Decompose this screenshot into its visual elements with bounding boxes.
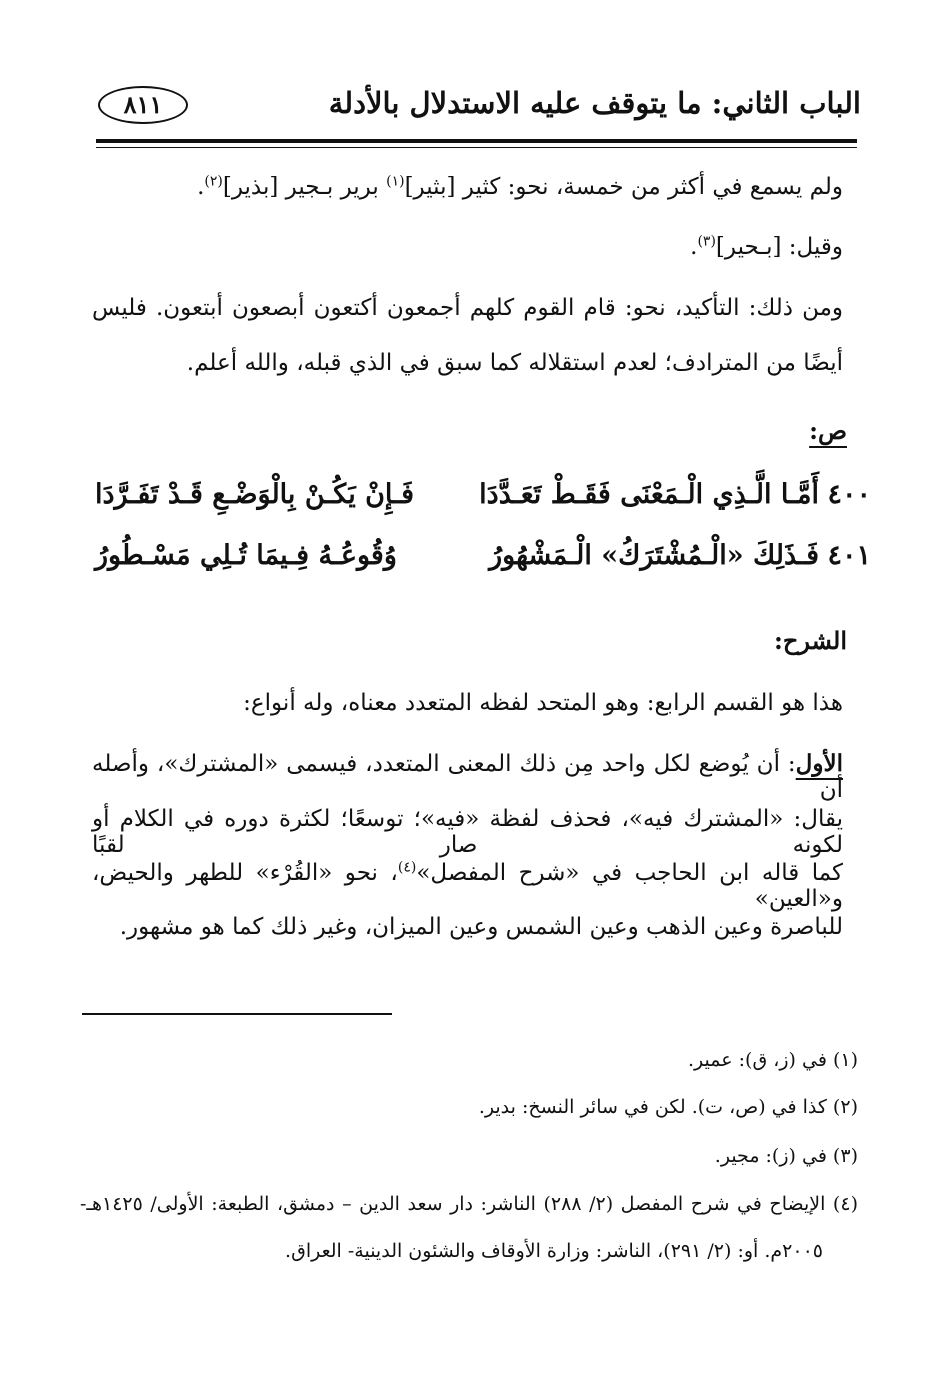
first-type-label: الأول bbox=[795, 750, 843, 777]
verse-number: ٤٠٠ bbox=[827, 479, 871, 510]
header-rule-thin bbox=[96, 147, 857, 148]
commentary-text: : أن يُوضع لكل واحد مِن ذلك المعنى المتعدد، فيسمى «المشترك»، وأصله أن bbox=[92, 751, 843, 803]
footnote-4: (٤) الإيضاح في شرح المفصل (٢/ ٢٨٨) الناشر: دار سعد الدين – دمشق، الطبعة: الأولى/ ١٤٢٥هـ- bbox=[80, 1193, 858, 1215]
page-number: ٨١١ bbox=[98, 86, 188, 124]
commentary-line-5: للباصرة وعين الذهب وعين الشمس وعين الميزان، وغير ذلك كما هو مشهور. bbox=[119, 914, 843, 940]
footnote-ref-4[interactable]: (٤) bbox=[397, 859, 417, 876]
body-text: وقيل: [بـحير] bbox=[715, 234, 843, 260]
commentary-line-4 bbox=[92, 860, 843, 912]
body-paragraph-line: أيضًا من المترادف؛ لعدم استقلاله كما سبق في الذي قبله، والله أعلم. bbox=[186, 350, 843, 376]
footnote-ref-3[interactable]: (٣) bbox=[697, 233, 716, 250]
running-title: الباب الثاني: ما يتوقف عليه الاستدلال بالأدلة bbox=[328, 86, 861, 120]
body-text: . bbox=[690, 234, 698, 260]
body-line-2 bbox=[690, 234, 843, 260]
body-text: . bbox=[197, 174, 205, 200]
verse-first-hemistich: فَـذَلِكَ «الْـمُشْتَرَكُ» الْـمَشْهُورُ bbox=[489, 540, 819, 571]
verse-first-hemistich: أَمَّـا الَّـذِي الْـمَعْنَى فَقَـطْ تَعَـدَّدَا bbox=[479, 479, 819, 510]
page-header bbox=[96, 84, 861, 132]
commentary-text: كما قاله ابن الحاجب في «شرح المفصل» bbox=[416, 860, 843, 886]
footnote-2: (٢) كذا في (ص، ت). لكن في سائر النسخ: بدير. bbox=[478, 1096, 858, 1118]
text-heading: ص: bbox=[809, 416, 847, 445]
body-paragraph-line: ومن ذلك: التأكيد، نحو: قام القوم كلهم أجمعون أكتعون أبصعون أبتعون. فليس bbox=[92, 295, 843, 321]
body-text: برير بـجير [بذير] bbox=[222, 174, 387, 200]
footnote-ref-1[interactable]: (١) bbox=[386, 173, 405, 190]
body-line-1 bbox=[197, 174, 843, 200]
verse-row bbox=[95, 540, 871, 584]
commentary-line-3: يقال: «المشترك فيه»، فحذف لفظة «فيه»؛ توسعًا؛ لكثرة دوره في الكلام أو لكونه صار لقبًا bbox=[92, 806, 843, 858]
verse-number: ٤٠١ bbox=[827, 540, 871, 571]
verse-row bbox=[95, 479, 871, 523]
commentary-text: ، نحو «القُرْء» للطهر والحيض، و«العين» bbox=[92, 860, 843, 912]
verse-second-hemistich: فَـإِنْ يَكُـنْ بِالْوَضْـعِ قَـدْ تَفَـرَّدَا bbox=[95, 479, 414, 510]
commentary-heading: الشرح: bbox=[774, 626, 847, 655]
footnote-4-continued: ٢٠٠٥م. أو: (٢/ ٢٩١)، الناشر: وزارة الأوقاف والشئون الدينية- العراق. bbox=[285, 1240, 823, 1262]
verse-second-hemistich: وُقُوعُـهُ فِـيمَا تُـلِي مَسْـطُورُ bbox=[95, 540, 397, 571]
commentary-line-1: هذا هو القسم الرابع: وهو المتحد لفظه المتعدد معناه، وله أنواع: bbox=[243, 690, 843, 716]
footnote-separator bbox=[82, 1013, 392, 1015]
footnote-ref-2[interactable]: (٢) bbox=[204, 173, 223, 190]
footnote-3: (٣) في (ز): مجير. bbox=[714, 1145, 858, 1167]
body-text: ولم يسمع في أكثر من خمسة، نحو: كثير [بثير] bbox=[404, 174, 843, 200]
header-rule-thick bbox=[96, 139, 857, 143]
commentary-line-2 bbox=[92, 750, 843, 803]
footnote-1: (١) في (ز، ق): عمير. bbox=[688, 1049, 858, 1071]
